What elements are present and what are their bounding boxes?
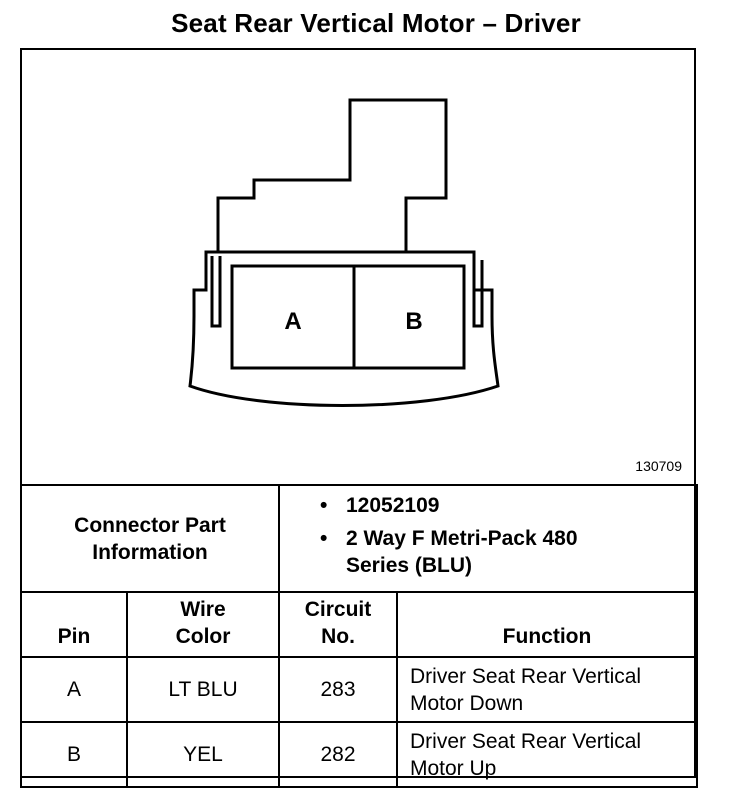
- header-circuit: [279, 592, 397, 657]
- left-latch-tab: [212, 256, 220, 326]
- connector-info-label-cell: [21, 485, 279, 592]
- cavity-label-a: A: [284, 308, 302, 335]
- row-a-circuit: 283: [279, 657, 397, 722]
- connector-info-items-cell: [279, 485, 697, 592]
- header-function-label: Function: [502, 625, 592, 648]
- page-title: Seat Rear Vertical Motor – Driver: [171, 8, 581, 38]
- header-pin: [21, 592, 127, 657]
- cavity-block: [232, 266, 464, 368]
- connector-table: [20, 484, 698, 788]
- row-b-circuit: 282: [279, 722, 397, 787]
- row-b-function: Driver Seat Rear Vertical Motor Up: [410, 729, 642, 780]
- row-a-pin: A: [21, 657, 127, 722]
- table-header-row: [21, 592, 697, 657]
- row-b-wire-color: YEL: [127, 722, 279, 787]
- row-b-pin: B: [21, 722, 127, 787]
- connector-info-label: Connector Part Information: [74, 513, 226, 564]
- row-a-function-cell: [397, 657, 697, 722]
- header-pin-label: Pin: [57, 625, 91, 648]
- connector-description: • 2 Way F Metri-Pack 480 Series (BLU): [320, 525, 596, 579]
- cavity-label-b: B: [405, 308, 423, 335]
- connector-info-row: [21, 485, 697, 592]
- connector-face-diagram: [22, 50, 694, 482]
- header-circuit-label: Circuit No.: [304, 598, 372, 648]
- header-wire-color-label: Wire Color: [175, 598, 231, 648]
- header-function: [397, 592, 697, 657]
- connector-housing-outline: [218, 100, 446, 252]
- table-row: [21, 722, 697, 787]
- connector-document-frame: [20, 48, 696, 778]
- connector-info-list: [280, 486, 696, 591]
- header-wire-color: [127, 592, 279, 657]
- table-row: [21, 657, 697, 722]
- figure-id: 130709: [635, 458, 682, 474]
- row-a-function: Driver Seat Rear Vertical Motor Down: [410, 664, 642, 715]
- connector-shroud-outline: [190, 252, 498, 406]
- row-a-wire-color: LT BLU: [127, 657, 279, 722]
- right-latch-tab: [474, 260, 482, 326]
- row-b-function-cell: [397, 722, 697, 787]
- connector-part-number: • 12052109: [320, 492, 696, 519]
